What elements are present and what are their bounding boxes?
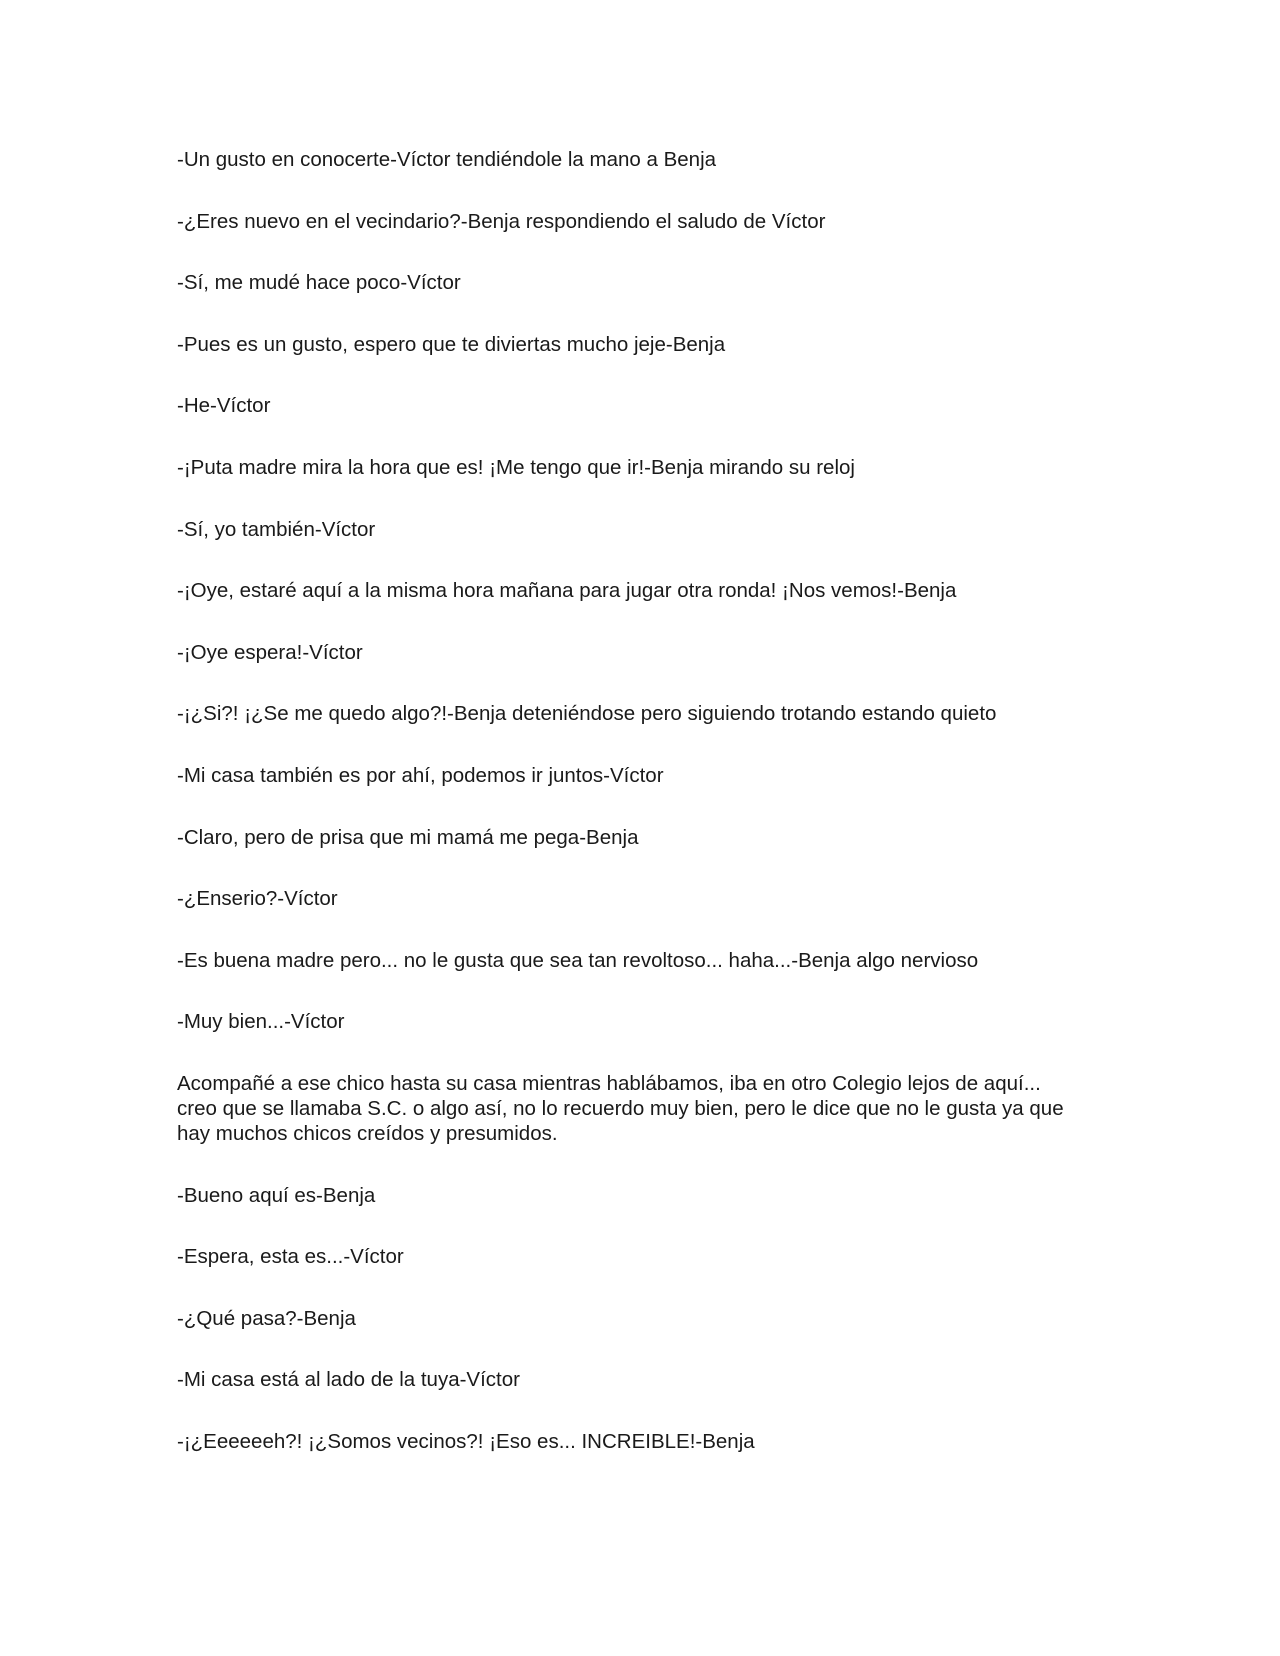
dialogue-line: -Mi casa también es por ahí, podemos ir juntos-Víctor	[177, 763, 664, 787]
dialogue-line: -Sí, yo también-Víctor	[177, 517, 376, 541]
narration-line: Acompañé a ese chico hasta su casa mientras hablábamos, iba en otro Colegio lejos de aquí...	[177, 1071, 1041, 1095]
dialogue-line: -Es buena madre pero... no le gusta que sea tan revoltoso... haha...-Benja algo nervioso	[177, 948, 979, 972]
narration-paragraph	[177, 1071, 1087, 1146]
dialogue-line: -Bueno aquí es-Benja	[177, 1183, 376, 1207]
dialogue-line: -Un gusto en conocerte-Víctor tendiéndole la mano a Benja	[177, 148, 717, 171]
dialogue-line: -¡Puta madre mira la hora que es! ¡Me tengo que ir!-Benja mirando su reloj	[177, 455, 855, 479]
dialogue-line: -¡Oye espera!-Víctor	[177, 640, 363, 664]
dialogue-line: -Mi casa está al lado de la tuya-Víctor	[177, 1368, 520, 1392]
dialogue-line: -¿Eres nuevo en el vecindario?-Benja respondiendo el saludo de Víctor	[177, 209, 826, 233]
narration-line: hay muchos chicos creídos y presumidos.	[177, 1121, 558, 1145]
dialogue-line: -Muy bien...-Víctor	[177, 1010, 345, 1034]
document-body	[177, 147, 1097, 1490]
dialogue-line: -¿Enserio?-Víctor	[177, 887, 338, 911]
dialogue-line: -Sí, me mudé hace poco-Víctor	[177, 271, 461, 295]
dialogue-line: -Espera, esta es...-Víctor	[177, 1245, 404, 1269]
dialogue-line: -¿Qué pasa?-Benja	[177, 1306, 356, 1330]
dialogue-line: -¡¿Eeeeeeh?! ¡¿Somos vecinos?! ¡Eso es... INCREIBLE!-Benja	[177, 1429, 755, 1453]
dialogue-line: -Claro, pero de prisa que mi mamá me pega-Benja	[177, 825, 639, 849]
dialogue-line: -¡Oye, estaré aquí a la misma hora mañana para jugar otra ronda! ¡Nos vemos!-Benja	[177, 579, 957, 603]
narration-line: creo que se llamaba S.C. o algo así, no lo recuerdo muy bien, pero le dice que no le gusta ya que	[177, 1096, 1064, 1120]
dialogue-line: -He-Víctor	[177, 394, 271, 418]
dialogue-line: -¡¿Si?! ¡¿Se me quedo algo?!-Benja deteniéndose pero siguiendo trotando estando quieto	[177, 702, 997, 726]
dialogue-line: -Pues es un gusto, espero que te diviertas mucho jeje-Benja	[177, 332, 726, 356]
